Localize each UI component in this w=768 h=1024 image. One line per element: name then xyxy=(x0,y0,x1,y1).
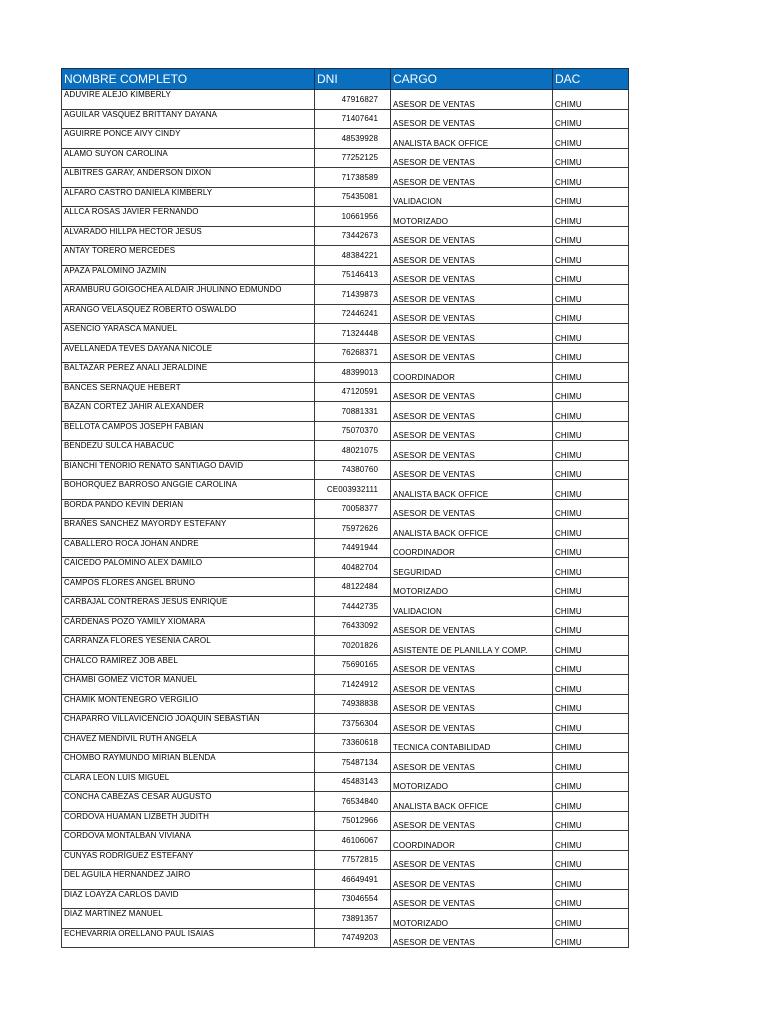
table-row xyxy=(62,441,629,461)
cell-dac: CHIMU xyxy=(553,109,629,129)
cell-dac: CHIMU xyxy=(553,616,629,636)
cell-dac: CHIMU xyxy=(553,889,629,909)
cell-nombre: CARRANZA FLORES YESENIA CAROL xyxy=(62,636,315,656)
cell-dni: 75146413 xyxy=(315,265,391,285)
cell-nombre: BOHORQUEZ BARROSO ANGGIE CAROLINA xyxy=(62,480,315,500)
cell-dni: 75012966 xyxy=(315,811,391,831)
cell-nombre: ASENCIO YARASCA MANUEL xyxy=(62,324,315,344)
table-row xyxy=(62,499,629,519)
cell-nombre: AGUILAR VASQUEZ BRITTANY DAYANA xyxy=(62,109,315,129)
cell-nombre: CUNYAS RODRÍGUEZ ESTEFANY xyxy=(62,850,315,870)
cell-nombre: CHALCO RAMIREZ JOB ABEL xyxy=(62,655,315,675)
cell-dni: 77572815 xyxy=(315,850,391,870)
cell-dac: CHIMU xyxy=(553,675,629,695)
table-header xyxy=(62,69,629,90)
table-row xyxy=(62,402,629,422)
table-row xyxy=(62,714,629,734)
cell-cargo: ASESOR DE VENTAS xyxy=(391,811,553,831)
cell-nombre: ALLCA ROSAS JAVIER FERNANDO xyxy=(62,207,315,227)
cell-cargo: ASESOR DE VENTAS xyxy=(391,265,553,285)
cell-cargo: ASESOR DE VENTAS xyxy=(391,889,553,909)
cell-cargo: MOTORIZADO xyxy=(391,909,553,929)
cell-cargo: ASESOR DE VENTAS xyxy=(391,109,553,129)
cell-nombre: CÁRDENAS POZO YAMILY XIOMARA xyxy=(62,616,315,636)
table-row xyxy=(62,363,629,383)
cell-dni: 46106067 xyxy=(315,831,391,851)
cell-cargo: SEGURIDAD xyxy=(391,558,553,578)
cell-dac: CHIMU xyxy=(553,187,629,207)
cell-dni: 73046554 xyxy=(315,889,391,909)
cell-dni: 48122484 xyxy=(315,577,391,597)
table-row xyxy=(62,850,629,870)
table-row xyxy=(62,519,629,539)
cell-dni: 75070370 xyxy=(315,421,391,441)
cell-dac: CHIMU xyxy=(553,226,629,246)
header-row xyxy=(62,69,629,90)
cell-nombre: BORDA PANDO KEVIN DERIAN xyxy=(62,499,315,519)
cell-nombre: ALFARO CASTRO DANIELA KIMBERLY xyxy=(62,187,315,207)
cell-cargo: ASISTENTE DE PLANILLA Y COMP. xyxy=(391,636,553,656)
table-row xyxy=(62,168,629,188)
table-body xyxy=(62,90,629,948)
column-header-nombre: NOMBRE COMPLETO xyxy=(62,69,315,90)
cell-nombre: ARAMBURU GOIGOCHEA ALDAIR JHULINNO EDMUNDO xyxy=(62,285,315,305)
cell-dac: CHIMU xyxy=(553,499,629,519)
cell-dni: 48399013 xyxy=(315,363,391,383)
cell-dni: 48384221 xyxy=(315,246,391,266)
cell-cargo: ASESOR DE VENTAS xyxy=(391,616,553,636)
table-row xyxy=(62,285,629,305)
cell-dac: CHIMU xyxy=(553,909,629,929)
cell-nombre: ANTAY TORERO MERCEDES xyxy=(62,246,315,266)
cell-dni: 74491944 xyxy=(315,538,391,558)
cell-cargo: ASESOR DE VENTAS xyxy=(391,226,553,246)
cell-dni: 71324448 xyxy=(315,324,391,344)
cell-cargo: ASESOR DE VENTAS xyxy=(391,694,553,714)
cell-dac: CHIMU xyxy=(553,733,629,753)
cell-nombre: BELLOTA CAMPOS JOSEPH FABIAN xyxy=(62,421,315,441)
cell-dni: 48021075 xyxy=(315,441,391,461)
cell-dni: 40482704 xyxy=(315,558,391,578)
cell-cargo: VALIDACION xyxy=(391,597,553,617)
cell-dac: CHIMU xyxy=(553,538,629,558)
cell-cargo: ASESOR DE VENTAS xyxy=(391,246,553,266)
cell-dac: CHIMU xyxy=(553,421,629,441)
cell-nombre: BIANCHI TENORIO RENATO SANTIAGO DAVID xyxy=(62,460,315,480)
cell-nombre: CAICEDO PALOMINO ALEX DAMILO xyxy=(62,558,315,578)
cell-dni: 73756304 xyxy=(315,714,391,734)
table-row xyxy=(62,343,629,363)
table-row xyxy=(62,694,629,714)
column-header-dni: DNI xyxy=(315,69,391,90)
cell-nombre: ARANGO VELASQUEZ ROBERTO OSWALDO xyxy=(62,304,315,324)
column-header-dac: DAC xyxy=(553,69,629,90)
cell-nombre: BENDEZU SULCA HABACUC xyxy=(62,441,315,461)
cell-dac: CHIMU xyxy=(553,831,629,851)
table-row xyxy=(62,246,629,266)
cell-cargo: ASESOR DE VENTAS xyxy=(391,421,553,441)
cell-cargo: ASESOR DE VENTAS xyxy=(391,441,553,461)
cell-nombre: CARBAJAL CONTRERAS JESUS ENRIQUE xyxy=(62,597,315,617)
cell-dni: 75435081 xyxy=(315,187,391,207)
cell-dni: 47120591 xyxy=(315,382,391,402)
table-row xyxy=(62,265,629,285)
cell-dni: 70881331 xyxy=(315,402,391,422)
cell-dac: CHIMU xyxy=(553,343,629,363)
cell-nombre: ALAMO SUYON CAROLINA xyxy=(62,148,315,168)
cell-nombre: CHAMIK MONTENEGRO VERGILIO xyxy=(62,694,315,714)
cell-nombre: BALTAZAR PEREZ ANALI JERALDINE xyxy=(62,363,315,383)
cell-cargo: ASESOR DE VENTAS xyxy=(391,460,553,480)
cell-dac: CHIMU xyxy=(553,655,629,675)
cell-cargo: ASESOR DE VENTAS xyxy=(391,285,553,305)
cell-dac: CHIMU xyxy=(553,694,629,714)
cell-nombre: ALVARADO HILLPA HECTOR JESUS xyxy=(62,226,315,246)
table-row xyxy=(62,558,629,578)
table-row xyxy=(62,811,629,831)
cell-dac: CHIMU xyxy=(553,148,629,168)
cell-dac: CHIMU xyxy=(553,246,629,266)
cell-dni: 75690165 xyxy=(315,655,391,675)
table-row xyxy=(62,109,629,129)
cell-cargo: ASESOR DE VENTAS xyxy=(391,343,553,363)
cell-nombre: CAMPOS FLORES ANGEL BRUNO xyxy=(62,577,315,597)
cell-cargo: COORDINADOR xyxy=(391,538,553,558)
table-row xyxy=(62,616,629,636)
table-row xyxy=(62,480,629,500)
table-row xyxy=(62,226,629,246)
cell-nombre: CHAMBI GOMEZ VICTOR MANUEL xyxy=(62,675,315,695)
cell-dac: CHIMU xyxy=(553,558,629,578)
cell-nombre: APAZA PALOMINO JAZMIN xyxy=(62,265,315,285)
cell-dac: CHIMU xyxy=(553,480,629,500)
table-row xyxy=(62,636,629,656)
cell-dni: 70058377 xyxy=(315,499,391,519)
table-row xyxy=(62,382,629,402)
cell-nombre: CONCHA CABEZAS CESAR AUGUSTO xyxy=(62,792,315,812)
cell-cargo: MOTORIZADO xyxy=(391,772,553,792)
table-row xyxy=(62,324,629,344)
table-row xyxy=(62,655,629,675)
cell-cargo: COORDINADOR xyxy=(391,831,553,851)
cell-dni: 48539928 xyxy=(315,129,391,149)
cell-dni: 74380760 xyxy=(315,460,391,480)
cell-nombre: BAZAN CORTEZ JAHIR ALEXANDER xyxy=(62,402,315,422)
cell-dac: CHIMU xyxy=(553,207,629,227)
cell-cargo: ASESOR DE VENTAS xyxy=(391,675,553,695)
cell-dni: 46649491 xyxy=(315,870,391,890)
table-row xyxy=(62,538,629,558)
cell-cargo: ANALISTA BACK OFFICE xyxy=(391,519,553,539)
table-row xyxy=(62,597,629,617)
cell-dac: CHIMU xyxy=(553,811,629,831)
cell-nombre: DEL AGUILA HERNANDEZ JAIRO xyxy=(62,870,315,890)
cell-dac: CHIMU xyxy=(553,324,629,344)
table-row xyxy=(62,753,629,773)
cell-cargo: MOTORIZADO xyxy=(391,577,553,597)
cell-dac: CHIMU xyxy=(553,265,629,285)
cell-nombre: AVELLANEDA TEVES DAYANA NICOLE xyxy=(62,343,315,363)
table-row xyxy=(62,928,629,948)
cell-dac: CHIMU xyxy=(553,928,629,948)
cell-cargo: ASESOR DE VENTAS xyxy=(391,304,553,324)
cell-dni: 74749203 xyxy=(315,928,391,948)
cell-cargo: ASESOR DE VENTAS xyxy=(391,499,553,519)
cell-dac: CHIMU xyxy=(553,753,629,773)
cell-dni: 76534840 xyxy=(315,792,391,812)
cell-cargo: ASESOR DE VENTAS xyxy=(391,753,553,773)
cell-dac: CHIMU xyxy=(553,792,629,812)
cell-dni: 72446241 xyxy=(315,304,391,324)
cell-nombre: CHAVEZ MENDIVIL RUTH ANGELA xyxy=(62,733,315,753)
cell-dac: CHIMU xyxy=(553,402,629,422)
cell-dni: 47916827 xyxy=(315,90,391,110)
cell-dni: 74938838 xyxy=(315,694,391,714)
cell-dni: 76268371 xyxy=(315,343,391,363)
table-row xyxy=(62,577,629,597)
cell-nombre: CLARA LEON LUIS MIGUEL xyxy=(62,772,315,792)
cell-cargo: ASESOR DE VENTAS xyxy=(391,382,553,402)
table-row xyxy=(62,831,629,851)
cell-dni: 75487134 xyxy=(315,753,391,773)
cell-dni: 71738589 xyxy=(315,168,391,188)
cell-nombre: ADUVIRE ALEJO KIMBERLY xyxy=(62,90,315,110)
table-row xyxy=(62,148,629,168)
cell-nombre: CABALLERO ROCA JOHAN ANDRE xyxy=(62,538,315,558)
table-row xyxy=(62,187,629,207)
cell-dac: CHIMU xyxy=(553,168,629,188)
cell-cargo: ASESOR DE VENTAS xyxy=(391,90,553,110)
column-header-cargo: CARGO xyxy=(391,69,553,90)
cell-dni: 71439873 xyxy=(315,285,391,305)
cell-cargo: ASESOR DE VENTAS xyxy=(391,168,553,188)
cell-dac: CHIMU xyxy=(553,90,629,110)
cell-cargo: ANALISTA BACK OFFICE xyxy=(391,480,553,500)
cell-nombre: ECHEVARRIA ORELLANO PAUL ISAIAS xyxy=(62,928,315,948)
table-row xyxy=(62,207,629,227)
table-row xyxy=(62,772,629,792)
cell-nombre: CHAPARRO VILLAVICENCIO JOAQUIN SEBASTIÁN xyxy=(62,714,315,734)
table-row xyxy=(62,675,629,695)
cell-dni: 70201826 xyxy=(315,636,391,656)
cell-dni: 71424912 xyxy=(315,675,391,695)
table-row xyxy=(62,460,629,480)
cell-dac: CHIMU xyxy=(553,850,629,870)
table-row xyxy=(62,421,629,441)
cell-nombre: DIAZ MARTINEZ MANUEL xyxy=(62,909,315,929)
table-row xyxy=(62,90,629,110)
cell-dac: CHIMU xyxy=(553,636,629,656)
cell-cargo: TECNICA CONTABILIDAD xyxy=(391,733,553,753)
cell-dac: CHIMU xyxy=(553,382,629,402)
cell-cargo: MOTORIZADO xyxy=(391,207,553,227)
cell-cargo: VALIDACION xyxy=(391,187,553,207)
cell-dac: CHIMU xyxy=(553,519,629,539)
cell-dni: 10661956 xyxy=(315,207,391,227)
cell-dac: CHIMU xyxy=(553,870,629,890)
table-row xyxy=(62,733,629,753)
table-row xyxy=(62,870,629,890)
cell-dni: CE003932111 xyxy=(315,480,391,500)
cell-dac: CHIMU xyxy=(553,363,629,383)
cell-dac: CHIMU xyxy=(553,714,629,734)
cell-cargo: ASESOR DE VENTAS xyxy=(391,324,553,344)
cell-cargo: ASESOR DE VENTAS xyxy=(391,714,553,734)
cell-dni: 73360618 xyxy=(315,733,391,753)
cell-cargo: ANALISTA BACK OFFICE xyxy=(391,129,553,149)
cell-dac: CHIMU xyxy=(553,129,629,149)
cell-dni: 76433092 xyxy=(315,616,391,636)
table-row xyxy=(62,304,629,324)
cell-nombre: CORDOVA MONTALBAN VIVIANA xyxy=(62,831,315,851)
cell-nombre: CORDOVA HUAMAN LIZBETH JUDITH xyxy=(62,811,315,831)
cell-dni: 74442735 xyxy=(315,597,391,617)
cell-dac: CHIMU xyxy=(553,597,629,617)
cell-dac: CHIMU xyxy=(553,441,629,461)
table-row xyxy=(62,129,629,149)
table-row xyxy=(62,792,629,812)
cell-cargo: COORDINADOR xyxy=(391,363,553,383)
cell-dni: 73891357 xyxy=(315,909,391,929)
table-row xyxy=(62,909,629,929)
table-row xyxy=(62,889,629,909)
cell-nombre: ALBITRES GARAY, ANDERSON DIXON xyxy=(62,168,315,188)
cell-cargo: ASESOR DE VENTAS xyxy=(391,148,553,168)
cell-dni: 75972626 xyxy=(315,519,391,539)
cell-cargo: ASESOR DE VENTAS xyxy=(391,402,553,422)
cell-dac: CHIMU xyxy=(553,460,629,480)
cell-cargo: ASESOR DE VENTAS xyxy=(391,928,553,948)
cell-dni: 71407641 xyxy=(315,109,391,129)
cell-cargo: ASESOR DE VENTAS xyxy=(391,870,553,890)
cell-cargo: ASESOR DE VENTAS xyxy=(391,655,553,675)
cell-nombre: BRAÑES SANCHEZ MAYORDY ESTEFANY xyxy=(62,519,315,539)
employee-table xyxy=(61,68,629,948)
cell-dni: 77252125 xyxy=(315,148,391,168)
cell-dac: CHIMU xyxy=(553,304,629,324)
cell-dni: 45483143 xyxy=(315,772,391,792)
cell-cargo: ASESOR DE VENTAS xyxy=(391,850,553,870)
cell-dac: CHIMU xyxy=(553,772,629,792)
cell-nombre: AGUIRRE PONCE AIVY CINDY xyxy=(62,129,315,149)
cell-dac: CHIMU xyxy=(553,577,629,597)
cell-nombre: DIAZ LOAYZA CARLOS DAVID xyxy=(62,889,315,909)
cell-dni: 73442673 xyxy=(315,226,391,246)
cell-cargo: ANALISTA BACK OFFICE xyxy=(391,792,553,812)
cell-nombre: CHOMBO RAYMUNDO MIRIAN BLENDA xyxy=(62,753,315,773)
cell-dac: CHIMU xyxy=(553,285,629,305)
cell-nombre: BANCES SERNAQUE HEBERT xyxy=(62,382,315,402)
